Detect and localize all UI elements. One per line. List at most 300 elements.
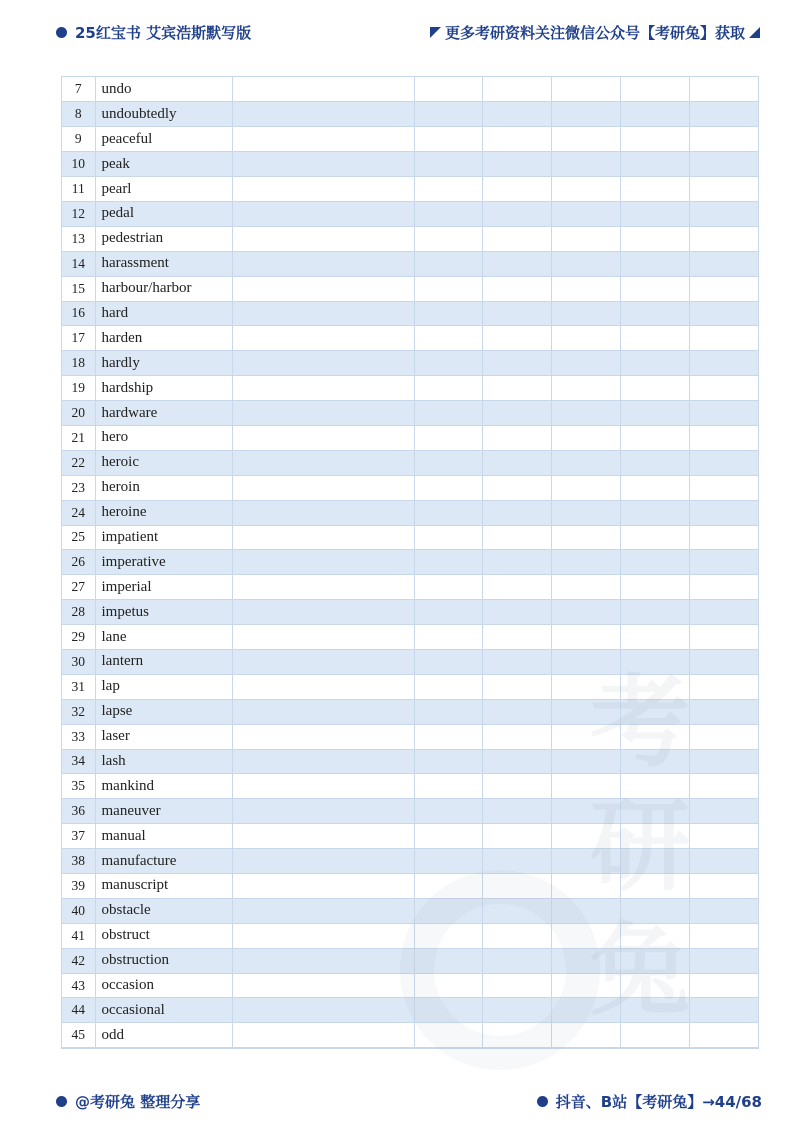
blank-answer-cell[interactable] bbox=[482, 898, 551, 923]
blank-answer-cell[interactable] bbox=[551, 201, 620, 226]
table-row bbox=[62, 301, 758, 326]
blank-answer-cell[interactable] bbox=[551, 450, 620, 475]
blank-answer-cell[interactable] bbox=[689, 824, 758, 849]
blank-answer-cell[interactable] bbox=[414, 898, 482, 923]
blank-answer-cell[interactable] bbox=[482, 326, 551, 351]
blank-answer-cell[interactable] bbox=[689, 450, 758, 475]
header-right bbox=[430, 22, 760, 43]
blank-answer-cell[interactable] bbox=[689, 998, 758, 1023]
blank-answer-cell[interactable] bbox=[551, 898, 620, 923]
vocab-table-body bbox=[62, 77, 758, 1048]
word-cell: lapse bbox=[95, 699, 232, 724]
blank-answer-cell[interactable] bbox=[689, 301, 758, 326]
blank-answer-cell[interactable] bbox=[689, 475, 758, 500]
blank-answer-cell[interactable] bbox=[689, 401, 758, 426]
blank-answer-cell[interactable] bbox=[482, 301, 551, 326]
blank-answer-cell[interactable] bbox=[232, 425, 414, 450]
blank-answer-cell[interactable] bbox=[482, 276, 551, 301]
blank-answer-cell[interactable] bbox=[689, 575, 758, 600]
blank-answer-cell[interactable] bbox=[551, 152, 620, 177]
blank-answer-cell[interactable] bbox=[414, 201, 482, 226]
blank-answer-cell[interactable] bbox=[414, 425, 482, 450]
blank-answer-cell[interactable] bbox=[551, 351, 620, 376]
blank-answer-cell[interactable] bbox=[232, 351, 414, 376]
blank-answer-cell[interactable] bbox=[232, 301, 414, 326]
blank-answer-cell[interactable] bbox=[551, 127, 620, 152]
blank-answer-cell[interactable] bbox=[232, 152, 414, 177]
blank-answer-cell[interactable] bbox=[232, 226, 414, 251]
table-row bbox=[62, 874, 758, 899]
blank-answer-cell[interactable] bbox=[232, 500, 414, 525]
blank-answer-cell[interactable] bbox=[689, 600, 758, 625]
blank-answer-cell[interactable] bbox=[620, 674, 689, 699]
word-cell: hardship bbox=[95, 376, 232, 401]
blank-answer-cell[interactable] bbox=[551, 849, 620, 874]
blank-answer-cell[interactable] bbox=[232, 625, 414, 650]
blank-answer-cell[interactable] bbox=[689, 973, 758, 998]
blank-answer-cell[interactable] bbox=[232, 824, 414, 849]
blank-answer-cell[interactable] bbox=[232, 326, 414, 351]
blank-answer-cell[interactable] bbox=[551, 874, 620, 899]
row-number: 16 bbox=[62, 301, 95, 326]
table-row bbox=[62, 749, 758, 774]
blank-answer-cell[interactable] bbox=[414, 77, 482, 102]
table-row bbox=[62, 351, 758, 376]
blank-answer-cell[interactable] bbox=[482, 500, 551, 525]
blank-answer-cell[interactable] bbox=[232, 699, 414, 724]
blank-answer-cell[interactable] bbox=[551, 799, 620, 824]
blank-answer-cell[interactable] bbox=[232, 600, 414, 625]
blank-answer-cell[interactable] bbox=[551, 475, 620, 500]
blank-answer-cell[interactable] bbox=[414, 500, 482, 525]
blank-answer-cell[interactable] bbox=[689, 102, 758, 127]
blank-answer-cell[interactable] bbox=[482, 824, 551, 849]
blank-answer-cell[interactable] bbox=[551, 674, 620, 699]
blank-answer-cell[interactable] bbox=[689, 649, 758, 674]
row-number: 35 bbox=[62, 774, 95, 799]
blank-answer-cell[interactable] bbox=[482, 102, 551, 127]
word-cell: lap bbox=[95, 674, 232, 699]
blank-answer-cell[interactable] bbox=[232, 799, 414, 824]
blank-answer-cell[interactable] bbox=[414, 450, 482, 475]
blank-answer-cell[interactable] bbox=[620, 898, 689, 923]
table-row bbox=[62, 674, 758, 699]
blank-answer-cell[interactable] bbox=[232, 674, 414, 699]
row-number: 7 bbox=[62, 77, 95, 102]
row-number: 26 bbox=[62, 550, 95, 575]
blank-answer-cell[interactable] bbox=[620, 77, 689, 102]
blank-answer-cell[interactable] bbox=[482, 799, 551, 824]
blank-answer-cell[interactable] bbox=[551, 575, 620, 600]
blank-answer-cell[interactable] bbox=[620, 724, 689, 749]
blank-answer-cell[interactable] bbox=[414, 674, 482, 699]
blank-answer-cell[interactable] bbox=[551, 326, 620, 351]
row-number: 38 bbox=[62, 849, 95, 874]
blank-answer-cell[interactable] bbox=[620, 102, 689, 127]
blank-answer-cell[interactable] bbox=[551, 500, 620, 525]
blank-answer-cell[interactable] bbox=[551, 724, 620, 749]
blank-answer-cell[interactable] bbox=[414, 326, 482, 351]
blank-answer-cell[interactable] bbox=[689, 152, 758, 177]
blank-answer-cell[interactable] bbox=[482, 525, 551, 550]
blank-answer-cell[interactable] bbox=[620, 824, 689, 849]
blank-answer-cell[interactable] bbox=[232, 177, 414, 202]
blank-answer-cell[interactable] bbox=[482, 376, 551, 401]
blank-answer-cell[interactable] bbox=[414, 600, 482, 625]
blank-answer-cell[interactable] bbox=[482, 874, 551, 899]
blank-answer-cell[interactable] bbox=[620, 575, 689, 600]
word-cell: pearl bbox=[95, 177, 232, 202]
word-cell: manufacture bbox=[95, 849, 232, 874]
blank-answer-cell[interactable] bbox=[414, 251, 482, 276]
word-cell: harassment bbox=[95, 251, 232, 276]
blank-answer-cell[interactable] bbox=[414, 575, 482, 600]
blank-answer-cell[interactable] bbox=[551, 649, 620, 674]
row-number: 25 bbox=[62, 525, 95, 550]
blank-answer-cell[interactable] bbox=[551, 276, 620, 301]
blank-answer-cell[interactable] bbox=[620, 649, 689, 674]
blank-answer-cell[interactable] bbox=[620, 301, 689, 326]
blank-answer-cell[interactable] bbox=[620, 425, 689, 450]
blank-answer-cell[interactable] bbox=[482, 849, 551, 874]
blank-answer-cell[interactable] bbox=[482, 774, 551, 799]
blank-answer-cell[interactable] bbox=[482, 201, 551, 226]
blank-answer-cell[interactable] bbox=[620, 201, 689, 226]
row-number: 9 bbox=[62, 127, 95, 152]
blank-answer-cell[interactable] bbox=[414, 699, 482, 724]
blank-answer-cell[interactable] bbox=[551, 625, 620, 650]
blank-answer-cell[interactable] bbox=[232, 450, 414, 475]
table-row bbox=[62, 923, 758, 948]
blank-answer-cell[interactable] bbox=[620, 475, 689, 500]
blank-answer-cell[interactable] bbox=[551, 77, 620, 102]
blank-answer-cell[interactable] bbox=[414, 724, 482, 749]
table-row bbox=[62, 1023, 758, 1048]
page-header bbox=[0, 0, 800, 64]
word-cell: imperial bbox=[95, 575, 232, 600]
blank-answer-cell[interactable] bbox=[482, 351, 551, 376]
blank-answer-cell[interactable] bbox=[482, 450, 551, 475]
blank-answer-cell[interactable] bbox=[232, 251, 414, 276]
blank-answer-cell[interactable] bbox=[414, 351, 482, 376]
blank-answer-cell[interactable] bbox=[689, 674, 758, 699]
blank-answer-cell[interactable] bbox=[482, 425, 551, 450]
blank-answer-cell[interactable] bbox=[689, 351, 758, 376]
blank-answer-cell[interactable] bbox=[414, 1023, 482, 1048]
blank-answer-cell[interactable] bbox=[232, 849, 414, 874]
blank-answer-cell[interactable] bbox=[551, 998, 620, 1023]
blank-answer-cell[interactable] bbox=[482, 724, 551, 749]
blank-answer-cell[interactable] bbox=[414, 550, 482, 575]
blank-answer-cell[interactable] bbox=[551, 600, 620, 625]
table-row bbox=[62, 550, 758, 575]
blank-answer-cell[interactable] bbox=[414, 102, 482, 127]
blank-answer-cell[interactable] bbox=[689, 948, 758, 973]
blank-answer-cell[interactable] bbox=[232, 127, 414, 152]
blank-answer-cell[interactable] bbox=[689, 251, 758, 276]
table-row bbox=[62, 973, 758, 998]
blank-answer-cell[interactable] bbox=[482, 998, 551, 1023]
blank-answer-cell[interactable] bbox=[414, 475, 482, 500]
blank-answer-cell[interactable] bbox=[689, 425, 758, 450]
blank-answer-cell[interactable] bbox=[689, 849, 758, 874]
blank-answer-cell[interactable] bbox=[620, 874, 689, 899]
blank-answer-cell[interactable] bbox=[482, 625, 551, 650]
bullet-dot-icon bbox=[56, 27, 67, 38]
blank-answer-cell[interactable] bbox=[232, 475, 414, 500]
blank-answer-cell[interactable] bbox=[551, 774, 620, 799]
blank-answer-cell[interactable] bbox=[551, 401, 620, 426]
blank-answer-cell[interactable] bbox=[482, 699, 551, 724]
word-cell: undoubtedly bbox=[95, 102, 232, 127]
row-number: 21 bbox=[62, 425, 95, 450]
blank-answer-cell[interactable] bbox=[689, 201, 758, 226]
row-number: 17 bbox=[62, 326, 95, 351]
blank-answer-cell[interactable] bbox=[414, 998, 482, 1023]
word-cell: hard bbox=[95, 301, 232, 326]
blank-answer-cell[interactable] bbox=[232, 898, 414, 923]
blank-answer-cell[interactable] bbox=[414, 276, 482, 301]
blank-answer-cell[interactable] bbox=[689, 276, 758, 301]
blank-answer-cell[interactable] bbox=[620, 152, 689, 177]
word-cell: lane bbox=[95, 625, 232, 650]
blank-answer-cell[interactable] bbox=[482, 401, 551, 426]
blank-answer-cell[interactable] bbox=[689, 898, 758, 923]
blank-answer-cell[interactable] bbox=[414, 649, 482, 674]
blank-answer-cell[interactable] bbox=[620, 525, 689, 550]
row-number: 20 bbox=[62, 401, 95, 426]
blank-answer-cell[interactable] bbox=[551, 824, 620, 849]
blank-answer-cell[interactable] bbox=[689, 226, 758, 251]
table-row bbox=[62, 699, 758, 724]
blank-answer-cell[interactable] bbox=[232, 973, 414, 998]
blank-answer-cell[interactable] bbox=[620, 500, 689, 525]
bullet-dot-icon bbox=[537, 1096, 548, 1107]
blank-answer-cell[interactable] bbox=[551, 177, 620, 202]
word-cell: harden bbox=[95, 326, 232, 351]
blank-answer-cell[interactable] bbox=[232, 525, 414, 550]
blank-answer-cell[interactable] bbox=[689, 525, 758, 550]
blank-answer-cell[interactable] bbox=[414, 874, 482, 899]
blank-answer-cell[interactable] bbox=[482, 77, 551, 102]
blank-answer-cell[interactable] bbox=[689, 749, 758, 774]
blank-answer-cell[interactable] bbox=[482, 475, 551, 500]
table-row bbox=[62, 77, 758, 102]
blank-answer-cell[interactable] bbox=[414, 127, 482, 152]
blank-answer-cell[interactable] bbox=[482, 226, 551, 251]
row-number: 40 bbox=[62, 898, 95, 923]
blank-answer-cell[interactable] bbox=[689, 699, 758, 724]
blank-answer-cell[interactable] bbox=[232, 749, 414, 774]
blank-answer-cell[interactable] bbox=[689, 923, 758, 948]
blank-answer-cell[interactable] bbox=[620, 376, 689, 401]
blank-answer-cell[interactable] bbox=[620, 998, 689, 1023]
blank-answer-cell[interactable] bbox=[551, 948, 620, 973]
blank-answer-cell[interactable] bbox=[620, 600, 689, 625]
blank-answer-cell[interactable] bbox=[689, 500, 758, 525]
blank-answer-cell[interactable] bbox=[620, 401, 689, 426]
row-number: 8 bbox=[62, 102, 95, 127]
blank-answer-cell[interactable] bbox=[551, 923, 620, 948]
word-cell: harbour/harbor bbox=[95, 276, 232, 301]
blank-answer-cell[interactable] bbox=[414, 177, 482, 202]
blank-answer-cell[interactable] bbox=[482, 674, 551, 699]
blank-answer-cell[interactable] bbox=[232, 201, 414, 226]
blank-answer-cell[interactable] bbox=[689, 724, 758, 749]
blank-answer-cell[interactable] bbox=[689, 874, 758, 899]
blank-answer-cell[interactable] bbox=[620, 973, 689, 998]
share-credit: @考研兔 整理分享 bbox=[75, 1093, 201, 1111]
blank-answer-cell[interactable] bbox=[620, 251, 689, 276]
blank-answer-cell[interactable] bbox=[482, 550, 551, 575]
triangle-left-icon bbox=[430, 27, 441, 38]
blank-answer-cell[interactable] bbox=[551, 226, 620, 251]
blank-answer-cell[interactable] bbox=[689, 77, 758, 102]
blank-answer-cell[interactable] bbox=[620, 923, 689, 948]
blank-answer-cell[interactable] bbox=[620, 450, 689, 475]
table-row bbox=[62, 127, 758, 152]
blank-answer-cell[interactable] bbox=[232, 923, 414, 948]
blank-answer-cell[interactable] bbox=[414, 301, 482, 326]
blank-answer-cell[interactable] bbox=[232, 550, 414, 575]
blank-answer-cell[interactable] bbox=[414, 774, 482, 799]
word-cell: impatient bbox=[95, 525, 232, 550]
blank-answer-cell[interactable] bbox=[551, 102, 620, 127]
blank-answer-cell[interactable] bbox=[232, 575, 414, 600]
table-row bbox=[62, 649, 758, 674]
blank-answer-cell[interactable] bbox=[414, 799, 482, 824]
blank-answer-cell[interactable] bbox=[620, 326, 689, 351]
blank-answer-cell[interactable] bbox=[551, 251, 620, 276]
row-number: 34 bbox=[62, 749, 95, 774]
blank-answer-cell[interactable] bbox=[620, 127, 689, 152]
blank-answer-cell[interactable] bbox=[414, 401, 482, 426]
blank-answer-cell[interactable] bbox=[620, 625, 689, 650]
word-cell: peaceful bbox=[95, 127, 232, 152]
blank-answer-cell[interactable] bbox=[414, 849, 482, 874]
blank-answer-cell[interactable] bbox=[620, 550, 689, 575]
blank-answer-cell[interactable] bbox=[620, 948, 689, 973]
blank-answer-cell[interactable] bbox=[689, 326, 758, 351]
blank-answer-cell[interactable] bbox=[482, 600, 551, 625]
blank-answer-cell[interactable] bbox=[414, 923, 482, 948]
blank-answer-cell[interactable] bbox=[414, 625, 482, 650]
blank-answer-cell[interactable] bbox=[551, 425, 620, 450]
blank-answer-cell[interactable] bbox=[232, 998, 414, 1023]
blank-answer-cell[interactable] bbox=[232, 774, 414, 799]
table-row bbox=[62, 401, 758, 426]
blank-answer-cell[interactable] bbox=[620, 799, 689, 824]
blank-answer-cell[interactable] bbox=[482, 649, 551, 674]
blank-answer-cell[interactable] bbox=[414, 152, 482, 177]
blank-answer-cell[interactable] bbox=[689, 1023, 758, 1048]
blank-answer-cell[interactable] bbox=[620, 351, 689, 376]
blank-answer-cell[interactable] bbox=[232, 724, 414, 749]
word-cell: lash bbox=[95, 749, 232, 774]
table-row bbox=[62, 849, 758, 874]
blank-answer-cell[interactable] bbox=[551, 301, 620, 326]
blank-answer-cell[interactable] bbox=[482, 251, 551, 276]
blank-answer-cell[interactable] bbox=[551, 749, 620, 774]
blank-answer-cell[interactable] bbox=[482, 923, 551, 948]
table-row bbox=[62, 948, 758, 973]
blank-answer-cell[interactable] bbox=[620, 177, 689, 202]
blank-answer-cell[interactable] bbox=[414, 525, 482, 550]
word-cell: heroic bbox=[95, 450, 232, 475]
blank-answer-cell[interactable] bbox=[232, 649, 414, 674]
row-number: 42 bbox=[62, 948, 95, 973]
word-cell: manual bbox=[95, 824, 232, 849]
row-number: 11 bbox=[62, 177, 95, 202]
blank-answer-cell[interactable] bbox=[414, 376, 482, 401]
blank-answer-cell[interactable] bbox=[414, 948, 482, 973]
blank-answer-cell[interactable] bbox=[551, 525, 620, 550]
word-cell: impetus bbox=[95, 600, 232, 625]
word-cell: undo bbox=[95, 77, 232, 102]
blank-answer-cell[interactable] bbox=[482, 152, 551, 177]
vocab-table bbox=[61, 76, 759, 1049]
table-row bbox=[62, 226, 758, 251]
blank-answer-cell[interactable] bbox=[689, 127, 758, 152]
blank-answer-cell[interactable] bbox=[232, 276, 414, 301]
table-row bbox=[62, 575, 758, 600]
blank-answer-cell[interactable] bbox=[689, 625, 758, 650]
blank-answer-cell[interactable] bbox=[414, 749, 482, 774]
blank-answer-cell[interactable] bbox=[414, 824, 482, 849]
blank-answer-cell[interactable] bbox=[551, 550, 620, 575]
row-number: 28 bbox=[62, 600, 95, 625]
blank-answer-cell[interactable] bbox=[482, 127, 551, 152]
blank-answer-cell[interactable] bbox=[482, 973, 551, 998]
blank-answer-cell[interactable] bbox=[232, 948, 414, 973]
blank-answer-cell[interactable] bbox=[689, 774, 758, 799]
table-row bbox=[62, 600, 758, 625]
blank-answer-cell[interactable] bbox=[414, 973, 482, 998]
row-number: 15 bbox=[62, 276, 95, 301]
blank-answer-cell[interactable] bbox=[689, 550, 758, 575]
blank-answer-cell[interactable] bbox=[620, 1023, 689, 1048]
blank-answer-cell[interactable] bbox=[232, 401, 414, 426]
blank-answer-cell[interactable] bbox=[232, 376, 414, 401]
blank-answer-cell[interactable] bbox=[689, 799, 758, 824]
blank-answer-cell[interactable] bbox=[414, 226, 482, 251]
blank-answer-cell[interactable] bbox=[482, 575, 551, 600]
blank-answer-cell[interactable] bbox=[551, 699, 620, 724]
blank-answer-cell[interactable] bbox=[232, 77, 414, 102]
blank-answer-cell[interactable] bbox=[689, 376, 758, 401]
blank-answer-cell[interactable] bbox=[232, 102, 414, 127]
blank-answer-cell[interactable] bbox=[482, 948, 551, 973]
blank-answer-cell[interactable] bbox=[620, 849, 689, 874]
blank-answer-cell[interactable] bbox=[232, 1023, 414, 1048]
blank-answer-cell[interactable] bbox=[620, 749, 689, 774]
blank-answer-cell[interactable] bbox=[232, 874, 414, 899]
blank-answer-cell[interactable] bbox=[551, 1023, 620, 1048]
table-row bbox=[62, 326, 758, 351]
blank-answer-cell[interactable] bbox=[620, 774, 689, 799]
blank-answer-cell[interactable] bbox=[551, 376, 620, 401]
blank-answer-cell[interactable] bbox=[551, 973, 620, 998]
table-row bbox=[62, 500, 758, 525]
blank-answer-cell[interactable] bbox=[482, 749, 551, 774]
blank-answer-cell[interactable] bbox=[482, 1023, 551, 1048]
blank-answer-cell[interactable] bbox=[620, 276, 689, 301]
table-row bbox=[62, 201, 758, 226]
blank-answer-cell[interactable] bbox=[620, 699, 689, 724]
blank-answer-cell[interactable] bbox=[620, 226, 689, 251]
blank-answer-cell[interactable] bbox=[689, 177, 758, 202]
blank-answer-cell[interactable] bbox=[482, 177, 551, 202]
